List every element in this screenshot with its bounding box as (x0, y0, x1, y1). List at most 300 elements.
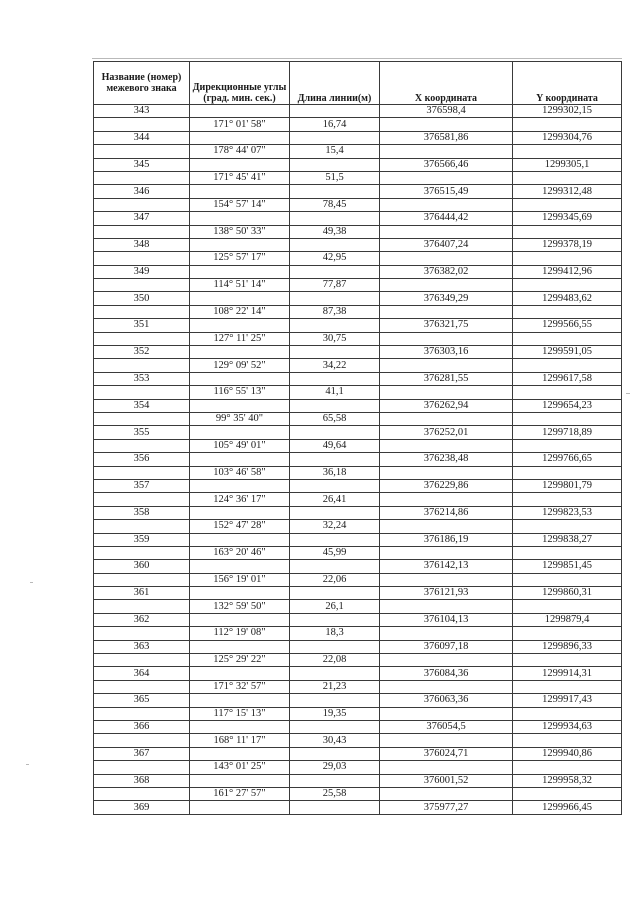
line-length: 77,87 (290, 279, 380, 292)
y-coordinate: 1299934,63 (513, 720, 622, 733)
empty-cell (513, 466, 622, 479)
empty-cell (190, 506, 290, 519)
empty-cell (190, 131, 290, 144)
directional-angle: 99° 35' 40" (190, 412, 290, 425)
header-directional-angles: Дирекционные углы (град. мин. сек.) (190, 62, 290, 105)
empty-cell (380, 493, 513, 506)
x-coordinate: 376054,5 (380, 720, 513, 733)
directional-angle: 152° 47' 28" (190, 520, 290, 533)
directional-angle: 143° 01' 25" (190, 761, 290, 774)
empty-cell (513, 359, 622, 372)
table-row-point (94, 694, 622, 707)
directional-angle: 154° 57' 14" (190, 198, 290, 211)
empty-cell (190, 801, 290, 814)
table-row-point (94, 158, 622, 171)
table-row-point (94, 613, 622, 626)
y-coordinate: 1299378,19 (513, 238, 622, 251)
directional-angle: 178° 44' 07" (190, 145, 290, 158)
x-coordinate: 376303,16 (380, 346, 513, 359)
empty-cell (380, 761, 513, 774)
boundary-mark-name: 364 (94, 667, 190, 680)
empty-cell (513, 412, 622, 425)
x-coordinate: 376104,13 (380, 613, 513, 626)
x-coordinate: 376581,86 (380, 131, 513, 144)
empty-cell (380, 439, 513, 452)
boundary-mark-name: 346 (94, 185, 190, 198)
empty-cell (380, 171, 513, 184)
table-row-segment (94, 761, 622, 774)
empty-cell (94, 118, 190, 131)
empty-cell (513, 439, 622, 452)
empty-cell (94, 359, 190, 372)
boundary-mark-name: 351 (94, 319, 190, 332)
line-length: 25,58 (290, 787, 380, 800)
empty-cell (94, 305, 190, 318)
scan-dot-left (30, 582, 33, 583)
empty-cell (513, 252, 622, 265)
empty-cell (94, 252, 190, 265)
directional-angle: 168° 11' 17" (190, 734, 290, 747)
table-row-point (94, 346, 622, 359)
empty-cell (94, 546, 190, 559)
table-row-segment (94, 386, 622, 399)
boundary-mark-name: 369 (94, 801, 190, 814)
empty-cell (190, 372, 290, 385)
table-row-point (94, 479, 622, 492)
line-length: 41,1 (290, 386, 380, 399)
x-coordinate: 376229,86 (380, 479, 513, 492)
empty-cell (290, 774, 380, 787)
line-length: 18,3 (290, 627, 380, 640)
boundary-mark-name: 357 (94, 479, 190, 492)
boundary-mark-name: 356 (94, 453, 190, 466)
empty-cell (94, 171, 190, 184)
table-row-segment (94, 118, 622, 131)
empty-cell (290, 613, 380, 626)
empty-cell (513, 787, 622, 800)
boundary-mark-name: 347 (94, 212, 190, 225)
y-coordinate: 1299766,65 (513, 453, 622, 466)
empty-cell (94, 493, 190, 506)
table-row-segment (94, 600, 622, 613)
empty-cell (513, 198, 622, 211)
empty-cell (190, 453, 290, 466)
empty-cell (290, 265, 380, 278)
empty-cell (94, 198, 190, 211)
empty-cell (380, 386, 513, 399)
directional-angle: 156° 19' 01" (190, 573, 290, 586)
boundary-mark-name: 360 (94, 560, 190, 573)
y-coordinate: 1299917,43 (513, 694, 622, 707)
x-coordinate: 376186,19 (380, 533, 513, 546)
directional-angle: 161° 27' 57" (190, 787, 290, 800)
boundary-mark-name: 363 (94, 640, 190, 653)
empty-cell (190, 640, 290, 653)
table-row-segment (94, 573, 622, 586)
empty-cell (190, 774, 290, 787)
empty-cell (94, 654, 190, 667)
empty-cell (513, 546, 622, 559)
table-row-segment (94, 627, 622, 640)
x-coordinate: 376121,93 (380, 587, 513, 600)
empty-cell (380, 734, 513, 747)
empty-cell (94, 707, 190, 720)
empty-cell (380, 332, 513, 345)
line-length: 21,23 (290, 680, 380, 693)
x-coordinate: 376262,94 (380, 399, 513, 412)
empty-cell (290, 533, 380, 546)
empty-cell (94, 600, 190, 613)
directional-angle: 138° 50' 33" (190, 225, 290, 238)
empty-cell (190, 212, 290, 225)
empty-cell (380, 359, 513, 372)
table-row-point (94, 720, 622, 733)
line-length: 16,74 (290, 118, 380, 131)
directional-angle: 103° 46' 58" (190, 466, 290, 479)
table-row-point (94, 399, 622, 412)
table-row-point (94, 319, 622, 332)
empty-cell (513, 279, 622, 292)
line-length: 19,35 (290, 707, 380, 720)
empty-cell (94, 412, 190, 425)
table-row-segment (94, 466, 622, 479)
empty-cell (94, 466, 190, 479)
boundary-mark-name: 353 (94, 372, 190, 385)
table-row-segment (94, 359, 622, 372)
y-coordinate: 1299483,62 (513, 292, 622, 305)
y-coordinate: 1299718,89 (513, 426, 622, 439)
empty-cell (290, 319, 380, 332)
empty-cell (290, 212, 380, 225)
empty-cell (380, 198, 513, 211)
directional-angle: 112° 19' 08" (190, 627, 290, 640)
directional-angle: 171° 01' 58" (190, 118, 290, 131)
x-coordinate: 376407,24 (380, 238, 513, 251)
directional-angle: 117° 15' 13" (190, 707, 290, 720)
y-coordinate: 1299654,23 (513, 399, 622, 412)
x-coordinate: 376001,52 (380, 774, 513, 787)
x-coordinate: 376097,18 (380, 640, 513, 653)
line-length: 29,03 (290, 761, 380, 774)
empty-cell (380, 520, 513, 533)
empty-cell (513, 332, 622, 345)
table-row-segment (94, 225, 622, 238)
empty-cell (513, 305, 622, 318)
scan-dot-left-2 (26, 764, 29, 765)
directional-angle: 125° 57' 17" (190, 252, 290, 265)
empty-cell (380, 118, 513, 131)
empty-cell (94, 279, 190, 292)
empty-cell (190, 720, 290, 733)
table-row-segment (94, 198, 622, 211)
table-body (94, 105, 622, 815)
table-row-segment (94, 546, 622, 559)
directional-angle: 125° 29' 22" (190, 654, 290, 667)
line-length: 22,06 (290, 573, 380, 586)
table-row-point (94, 667, 622, 680)
empty-cell (290, 292, 380, 305)
table-row-segment (94, 654, 622, 667)
empty-cell (190, 747, 290, 760)
empty-cell (94, 680, 190, 693)
empty-cell (290, 426, 380, 439)
empty-cell (290, 747, 380, 760)
empty-cell (290, 560, 380, 573)
empty-cell (290, 453, 380, 466)
empty-cell (513, 493, 622, 506)
line-length: 65,58 (290, 412, 380, 425)
empty-cell (190, 158, 290, 171)
header-x-coordinate: X координата (380, 62, 513, 105)
table-row-segment (94, 145, 622, 158)
boundary-mark-name: 345 (94, 158, 190, 171)
empty-cell (190, 105, 290, 118)
empty-cell (190, 587, 290, 600)
table-row-segment (94, 787, 622, 800)
empty-cell (190, 399, 290, 412)
empty-cell (513, 520, 622, 533)
table-row-segment (94, 707, 622, 720)
y-coordinate: 1299896,33 (513, 640, 622, 653)
x-coordinate: 376252,01 (380, 426, 513, 439)
x-coordinate: 376142,13 (380, 560, 513, 573)
empty-cell (380, 412, 513, 425)
x-coordinate: 376566,46 (380, 158, 513, 171)
table-row-segment (94, 332, 622, 345)
line-length: 32,24 (290, 520, 380, 533)
x-coordinate: 376281,55 (380, 372, 513, 385)
empty-cell (380, 787, 513, 800)
y-coordinate: 1299914,31 (513, 667, 622, 680)
line-length: 26,1 (290, 600, 380, 613)
empty-cell (290, 238, 380, 251)
directional-angle: 105° 49' 01" (190, 439, 290, 452)
directional-angle: 171° 45' 41" (190, 171, 290, 184)
directional-angle: 171° 32' 57" (190, 680, 290, 693)
empty-cell (290, 372, 380, 385)
empty-cell (513, 707, 622, 720)
y-coordinate: 1299801,79 (513, 479, 622, 492)
boundary-mark-name: 354 (94, 399, 190, 412)
boundary-mark-name: 350 (94, 292, 190, 305)
x-coordinate: 376321,75 (380, 319, 513, 332)
empty-cell (290, 801, 380, 814)
table-row-point (94, 265, 622, 278)
empty-cell (290, 587, 380, 600)
x-coordinate: 376598,4 (380, 105, 513, 118)
empty-cell (190, 185, 290, 198)
empty-cell (190, 426, 290, 439)
boundary-mark-name: 361 (94, 587, 190, 600)
table-row-point (94, 506, 622, 519)
line-length: 49,38 (290, 225, 380, 238)
table-row-segment (94, 680, 622, 693)
header-line-length: Длина линии(м) (290, 62, 380, 105)
empty-cell (290, 694, 380, 707)
x-coordinate: 375977,27 (380, 801, 513, 814)
y-coordinate: 1299566,55 (513, 319, 622, 332)
table-header-row (94, 62, 622, 105)
table-row-segment (94, 493, 622, 506)
table-row-segment (94, 439, 622, 452)
empty-cell (513, 171, 622, 184)
line-length: 30,75 (290, 332, 380, 345)
empty-cell (94, 573, 190, 586)
y-coordinate: 1299312,48 (513, 185, 622, 198)
x-coordinate: 376063,36 (380, 694, 513, 707)
y-coordinate: 1299591,05 (513, 346, 622, 359)
empty-cell (94, 225, 190, 238)
empty-cell (190, 694, 290, 707)
empty-cell (513, 573, 622, 586)
empty-cell (513, 761, 622, 774)
y-coordinate: 1299823,53 (513, 506, 622, 519)
empty-cell (513, 734, 622, 747)
empty-cell (513, 680, 622, 693)
table-row-point (94, 533, 622, 546)
coordinates-table (93, 61, 622, 815)
y-coordinate: 1299958,32 (513, 774, 622, 787)
directional-angle: 124° 36' 17" (190, 493, 290, 506)
line-length: 51,5 (290, 171, 380, 184)
empty-cell (380, 252, 513, 265)
empty-cell (513, 145, 622, 158)
line-length: 49,64 (290, 439, 380, 452)
line-length: 34,22 (290, 359, 380, 372)
empty-cell (380, 627, 513, 640)
table-row-segment (94, 171, 622, 184)
y-coordinate: 1299617,58 (513, 372, 622, 385)
empty-cell (513, 600, 622, 613)
line-length: 26,41 (290, 493, 380, 506)
empty-cell (290, 667, 380, 680)
empty-cell (380, 600, 513, 613)
x-coordinate: 376024,71 (380, 747, 513, 760)
empty-cell (290, 105, 380, 118)
directional-angle: 127° 11' 25" (190, 332, 290, 345)
empty-cell (94, 627, 190, 640)
empty-cell (513, 386, 622, 399)
boundary-mark-name: 359 (94, 533, 190, 546)
y-coordinate: 1299345,69 (513, 212, 622, 225)
empty-cell (290, 640, 380, 653)
empty-cell (290, 479, 380, 492)
y-coordinate: 1299302,15 (513, 105, 622, 118)
empty-cell (94, 761, 190, 774)
empty-cell (290, 185, 380, 198)
empty-cell (290, 346, 380, 359)
boundary-mark-name: 349 (94, 265, 190, 278)
empty-cell (190, 346, 290, 359)
empty-cell (380, 145, 513, 158)
boundary-mark-name: 367 (94, 747, 190, 760)
empty-cell (94, 734, 190, 747)
empty-cell (190, 613, 290, 626)
table-row-point (94, 587, 622, 600)
table-row-point (94, 453, 622, 466)
scan-line-top (92, 58, 622, 59)
empty-cell (380, 546, 513, 559)
empty-cell (513, 627, 622, 640)
empty-cell (190, 479, 290, 492)
x-coordinate: 376238,48 (380, 453, 513, 466)
empty-cell (94, 332, 190, 345)
y-coordinate: 1299305,1 (513, 158, 622, 171)
empty-cell (380, 654, 513, 667)
table-row-point (94, 105, 622, 118)
empty-cell (94, 520, 190, 533)
table-row-point (94, 292, 622, 305)
empty-cell (513, 118, 622, 131)
table-row-point (94, 640, 622, 653)
table-row-segment (94, 734, 622, 747)
x-coordinate: 376444,42 (380, 212, 513, 225)
y-coordinate: 1299940,86 (513, 747, 622, 760)
line-length: 42,95 (290, 252, 380, 265)
empty-cell (190, 292, 290, 305)
line-length: 87,38 (290, 305, 380, 318)
line-length: 30,43 (290, 734, 380, 747)
boundary-mark-name: 343 (94, 105, 190, 118)
boundary-mark-name: 368 (94, 774, 190, 787)
directional-angle: 163° 20' 46" (190, 546, 290, 559)
empty-cell (94, 439, 190, 452)
empty-cell (380, 707, 513, 720)
boundary-mark-name: 362 (94, 613, 190, 626)
line-length: 78,45 (290, 198, 380, 211)
directional-angle: 114° 51' 14" (190, 279, 290, 292)
empty-cell (380, 680, 513, 693)
table-row-segment (94, 252, 622, 265)
y-coordinate: 1299966,45 (513, 801, 622, 814)
empty-cell (380, 573, 513, 586)
y-coordinate: 1299838,27 (513, 533, 622, 546)
empty-cell (380, 225, 513, 238)
table-row-point (94, 426, 622, 439)
empty-cell (290, 158, 380, 171)
boundary-mark-name: 366 (94, 720, 190, 733)
empty-cell (380, 466, 513, 479)
table-row-point (94, 131, 622, 144)
table-row-segment (94, 279, 622, 292)
table-row-point (94, 774, 622, 787)
empty-cell (380, 305, 513, 318)
empty-cell (94, 145, 190, 158)
x-coordinate: 376515,49 (380, 185, 513, 198)
y-coordinate: 1299851,45 (513, 560, 622, 573)
boundary-mark-name: 348 (94, 238, 190, 251)
header-boundary-mark-name: Название (номер) межевого знака (94, 62, 190, 105)
empty-cell (94, 386, 190, 399)
header-y-coordinate: Y координата (513, 62, 622, 105)
table-row-point (94, 747, 622, 760)
empty-cell (190, 667, 290, 680)
empty-cell (94, 787, 190, 800)
directional-angle: 132° 59' 50" (190, 600, 290, 613)
empty-cell (190, 560, 290, 573)
line-length: 36,18 (290, 466, 380, 479)
table-row-point (94, 801, 622, 814)
empty-cell (513, 654, 622, 667)
empty-cell (290, 399, 380, 412)
scan-dot-right (626, 393, 630, 394)
boundary-mark-name: 358 (94, 506, 190, 519)
line-length: 22,08 (290, 654, 380, 667)
x-coordinate: 376214,86 (380, 506, 513, 519)
line-length: 45,99 (290, 546, 380, 559)
y-coordinate: 1299412,96 (513, 265, 622, 278)
empty-cell (290, 506, 380, 519)
